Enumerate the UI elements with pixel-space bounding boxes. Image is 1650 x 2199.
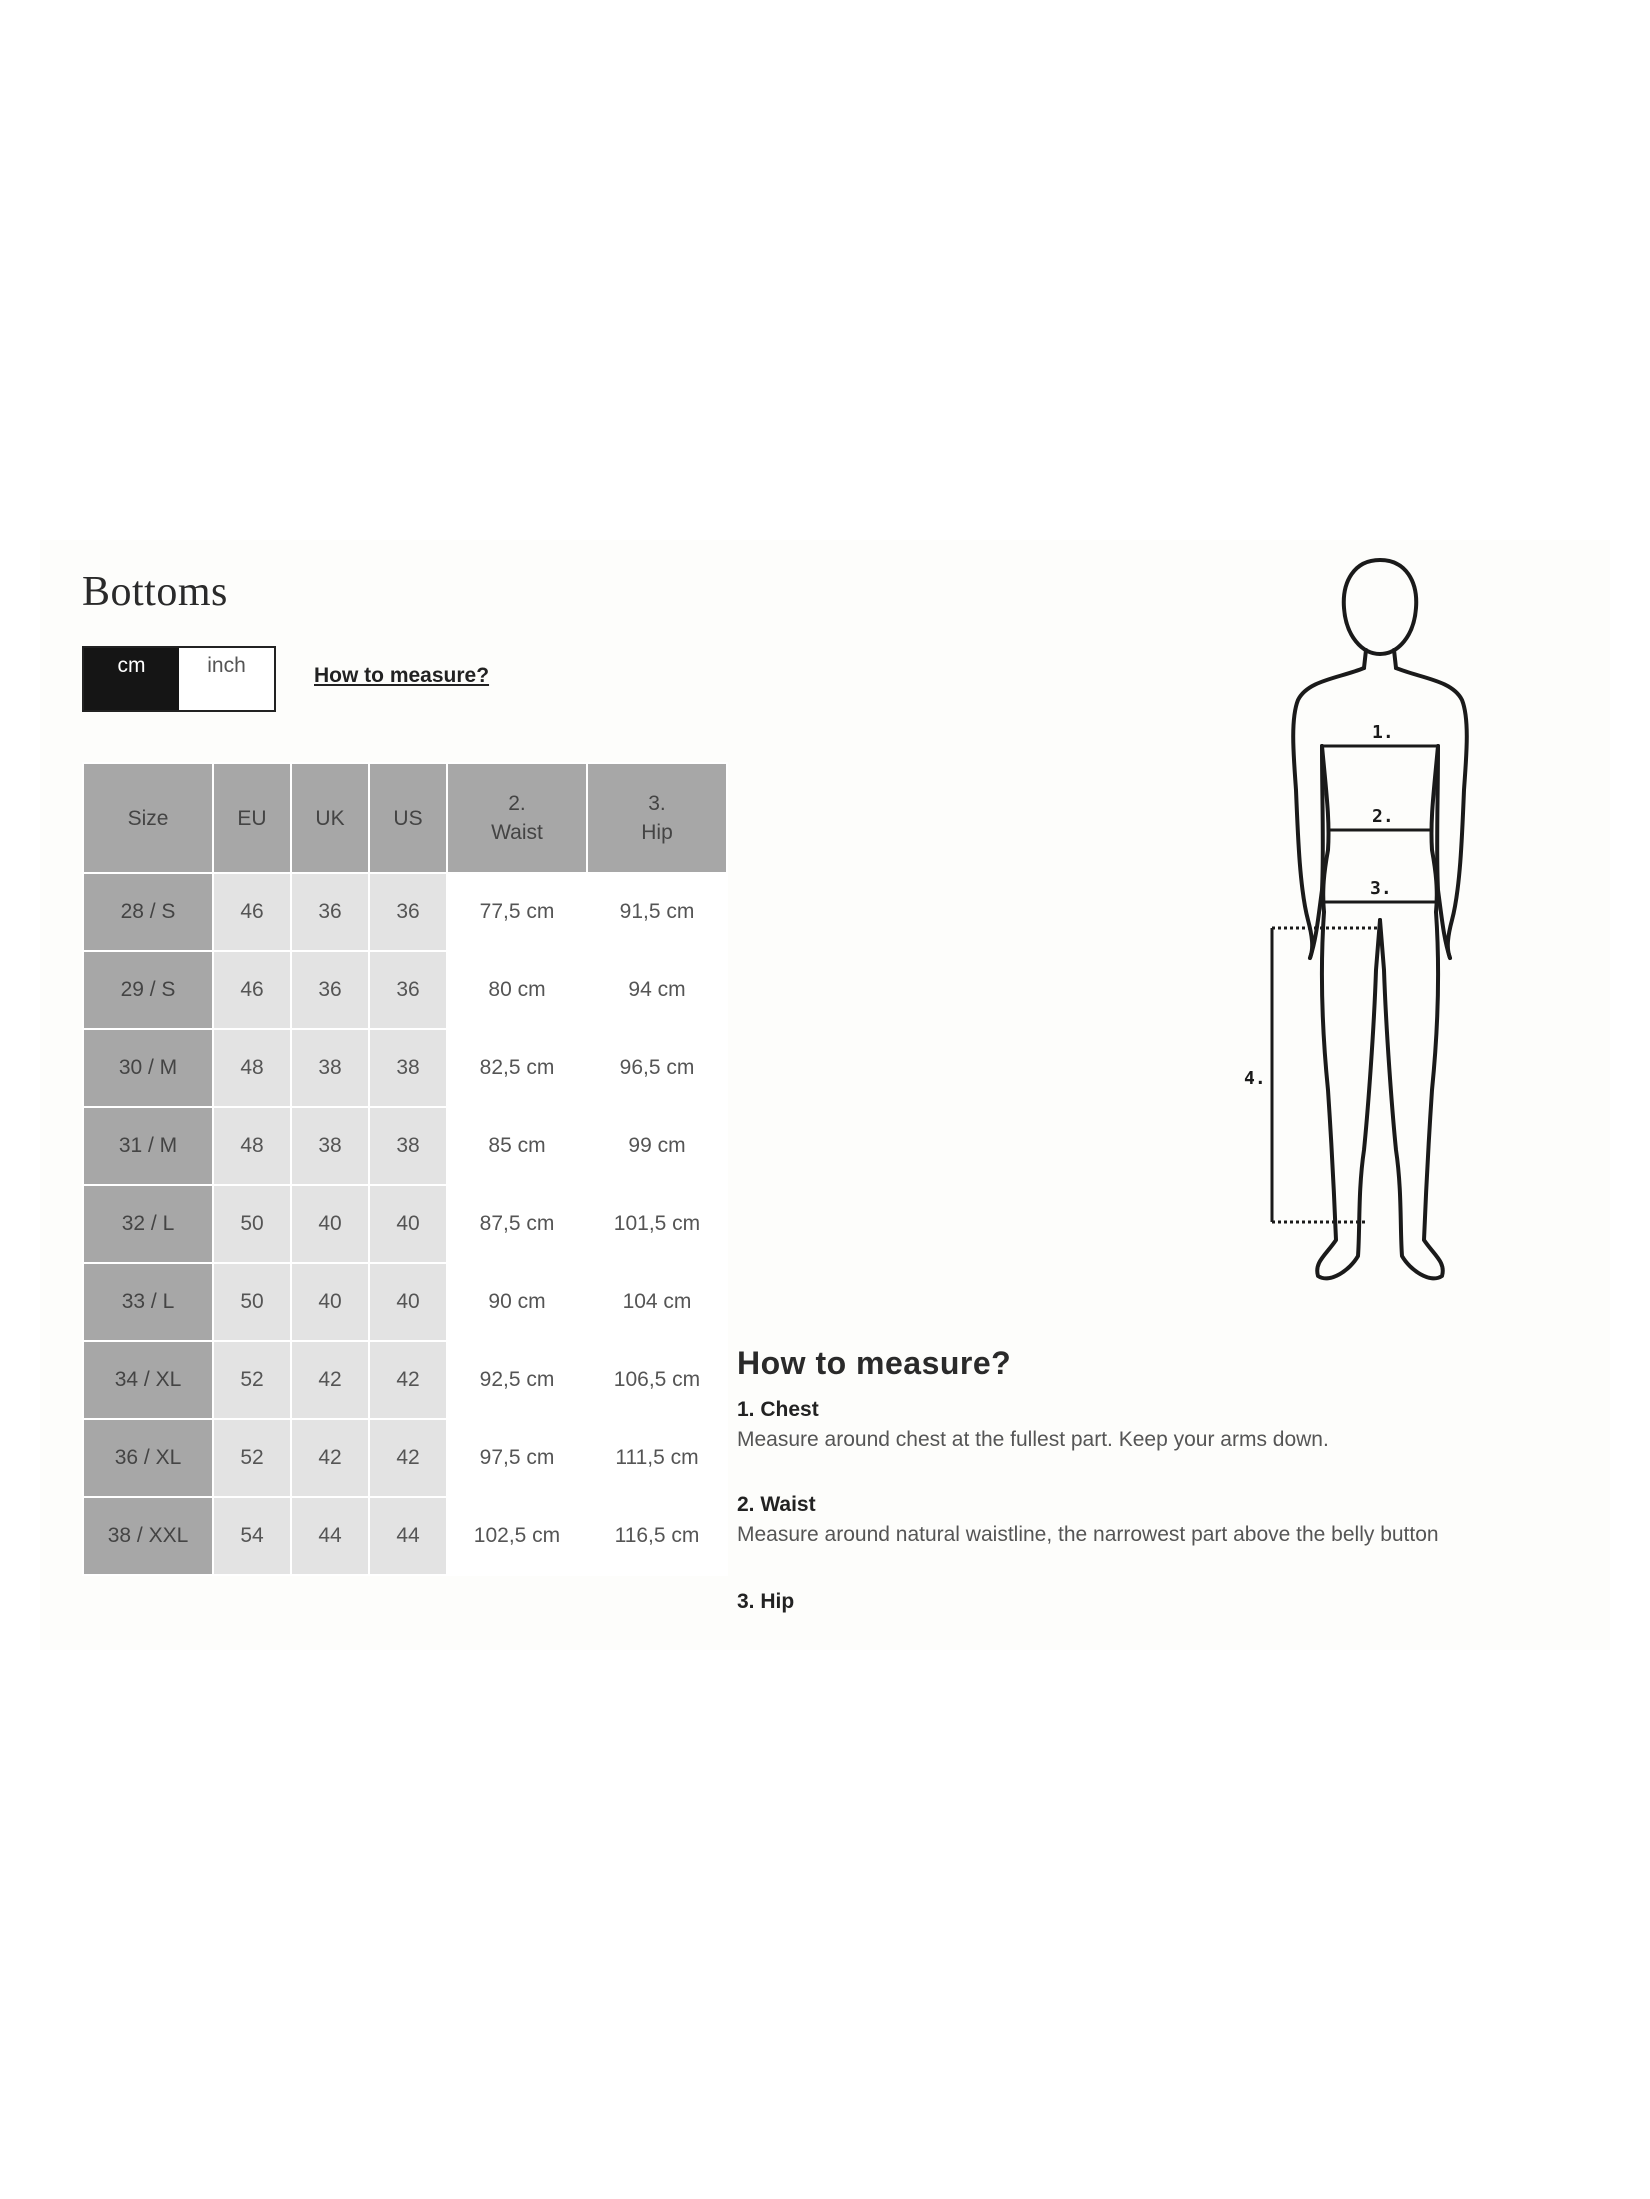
table-row	[83, 873, 727, 951]
table-row	[83, 1419, 727, 1497]
eu-cell: 48	[213, 1029, 291, 1107]
figure-label-waist: 2.	[1372, 806, 1394, 827]
header-eu: EU	[213, 763, 291, 873]
table-row	[83, 951, 727, 1029]
how-to-measure-link[interactable]: How to measure?	[314, 664, 490, 687]
size-cell: 31 / M	[83, 1107, 213, 1185]
us-cell: 36	[369, 873, 447, 951]
waist-cell: 87,5 cm	[447, 1185, 587, 1263]
uk-cell: 42	[291, 1419, 369, 1497]
uk-cell: 44	[291, 1497, 369, 1575]
table-row	[83, 1263, 727, 1341]
header-hip-label: Hip	[641, 821, 673, 844]
measure-instruction-hip	[737, 1587, 1557, 1617]
uk-cell: 38	[291, 1107, 369, 1185]
unit-toggle	[82, 646, 276, 712]
figure-label-chest: 1.	[1372, 722, 1394, 743]
eu-cell: 50	[213, 1185, 291, 1263]
how-to-measure-title: How to measure?	[737, 1345, 1012, 1381]
hip-cell: 101,5 cm	[587, 1185, 727, 1263]
waist-cell: 102,5 cm	[447, 1497, 587, 1575]
size-cell: 29 / S	[83, 951, 213, 1029]
size-table	[82, 762, 728, 1576]
hip-cell: 111,5 cm	[587, 1419, 727, 1497]
hip-cell: 91,5 cm	[587, 873, 727, 951]
eu-cell: 52	[213, 1341, 291, 1419]
waist-cell: 85 cm	[447, 1107, 587, 1185]
hip-cell: 99 cm	[587, 1107, 727, 1185]
uk-cell: 42	[291, 1341, 369, 1419]
eu-cell: 54	[213, 1497, 291, 1575]
waist-cell: 82,5 cm	[447, 1029, 587, 1107]
header-waist-label: Waist	[491, 821, 543, 844]
table-row	[83, 1341, 727, 1419]
instruction-text: Measure around chest at the fullest part. Keep your arms down.	[737, 1428, 1329, 1451]
waist-cell: 97,5 cm	[447, 1419, 587, 1497]
us-cell: 38	[369, 1029, 447, 1107]
unit-inch-button[interactable]: inch	[179, 648, 274, 710]
size-cell: 33 / L	[83, 1263, 213, 1341]
instruction-text: Measure around natural waistline, the narrowest part above the belly button	[737, 1523, 1439, 1546]
body-measurement-figure-icon	[1230, 550, 1530, 1290]
uk-cell: 40	[291, 1263, 369, 1341]
size-cell: 32 / L	[83, 1185, 213, 1263]
size-cell: 28 / S	[83, 873, 213, 951]
header-waist	[447, 763, 587, 873]
eu-cell: 52	[213, 1419, 291, 1497]
waist-cell: 90 cm	[447, 1263, 587, 1341]
table-row	[83, 1029, 727, 1107]
unit-cm-button[interactable]: cm	[84, 648, 179, 710]
header-hip	[587, 763, 727, 873]
header-waist-number: 2.	[508, 792, 526, 815]
size-cell: 30 / M	[83, 1029, 213, 1107]
us-cell: 38	[369, 1107, 447, 1185]
uk-cell: 36	[291, 951, 369, 1029]
waist-cell: 92,5 cm	[447, 1341, 587, 1419]
table-row	[83, 1497, 727, 1575]
hip-cell: 94 cm	[587, 951, 727, 1029]
us-cell: 42	[369, 1341, 447, 1419]
header-size: Size	[83, 763, 213, 873]
eu-cell: 48	[213, 1107, 291, 1185]
uk-cell: 40	[291, 1185, 369, 1263]
table-row	[83, 1185, 727, 1263]
eu-cell: 46	[213, 873, 291, 951]
us-cell: 44	[369, 1497, 447, 1575]
uk-cell: 38	[291, 1029, 369, 1107]
hip-cell: 104 cm	[587, 1263, 727, 1341]
table-row	[83, 1107, 727, 1185]
uk-cell: 36	[291, 873, 369, 951]
size-table-body	[83, 873, 727, 1575]
size-cell: 36 / XL	[83, 1419, 213, 1497]
size-cell: 34 / XL	[83, 1341, 213, 1419]
eu-cell: 46	[213, 951, 291, 1029]
instruction-heading: 1. Chest	[737, 1398, 819, 1421]
hip-cell: 106,5 cm	[587, 1341, 727, 1419]
us-cell: 42	[369, 1419, 447, 1497]
us-cell: 36	[369, 951, 447, 1029]
table-header-row	[83, 763, 727, 873]
header-uk: UK	[291, 763, 369, 873]
page-title: Bottoms	[82, 569, 228, 615]
hip-cell: 96,5 cm	[587, 1029, 727, 1107]
instruction-heading: 3. Hip	[737, 1590, 795, 1613]
header-us: US	[369, 763, 447, 873]
figure-label-hip: 3.	[1370, 878, 1392, 899]
hip-cell: 116,5 cm	[587, 1497, 727, 1575]
us-cell: 40	[369, 1185, 447, 1263]
eu-cell: 50	[213, 1263, 291, 1341]
measure-instruction-chest	[737, 1395, 1557, 1455]
instruction-heading: 2. Waist	[737, 1493, 816, 1516]
waist-cell: 80 cm	[447, 951, 587, 1029]
waist-cell: 77,5 cm	[447, 873, 587, 951]
us-cell: 40	[369, 1263, 447, 1341]
header-hip-number: 3.	[648, 792, 666, 815]
size-cell: 38 / XXL	[83, 1497, 213, 1575]
measure-instruction-waist	[737, 1490, 1557, 1550]
figure-label-inseam: 4.	[1244, 1068, 1266, 1089]
